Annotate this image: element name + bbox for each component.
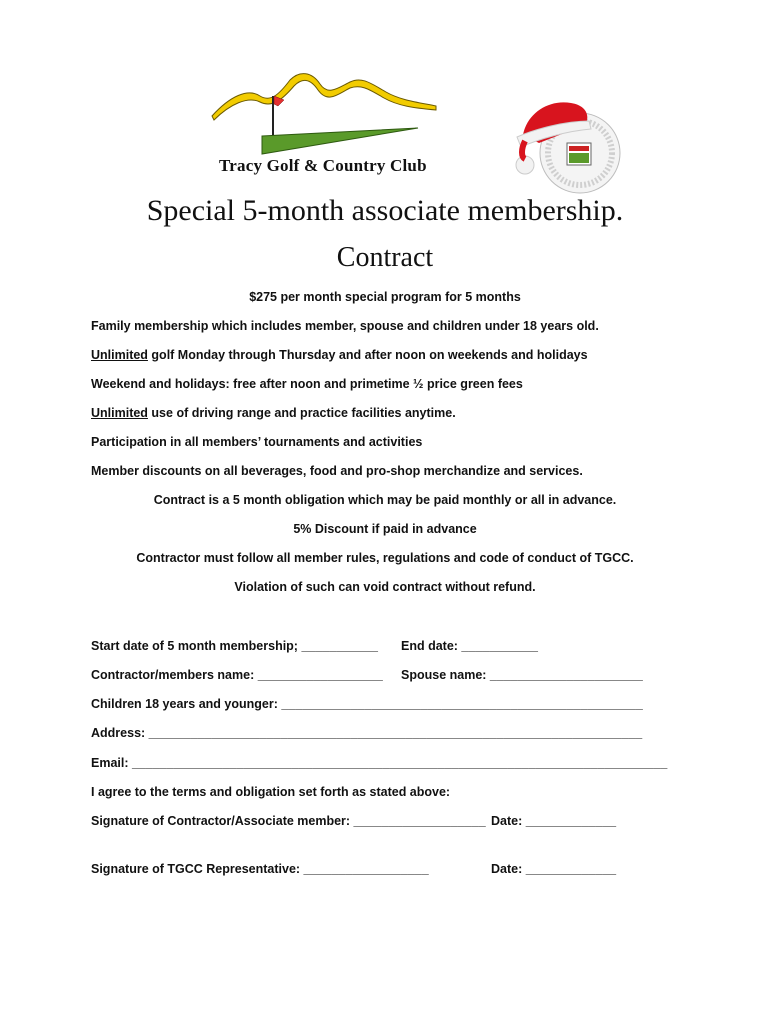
holiday-seal [505,95,625,195]
club-name: Tracy Golf & Country Club [219,156,427,175]
benefit-text: Member discounts on all beverages, food and pro-shop merchandize and services. [91,464,583,478]
price-line: $275 per month special program for 5 months [249,290,521,304]
page-subtitle: Contract [336,242,434,273]
benefit-item [91,377,523,391]
benefit-item [91,435,422,449]
address-field[interactable]: Address: _______________________________________________________________________ [91,726,643,740]
representative-signature-field[interactable]: Signature of TGCC Representative: __________________ [91,862,429,876]
benefit-text: Participation in all members’ tournaments and activities [91,435,423,449]
agreement-statement: I agree to the terms and obligation set forth as stated above: [91,785,451,799]
benefit-text: Family membership which includes member, spouse and children under 18 years old. [91,319,599,333]
spouse-name-field[interactable]: Spouse name: ______________________ [401,668,643,682]
contractor-signature-field[interactable]: Signature of Contractor/Associate member: ___________________ [91,814,486,828]
santa-hat-seal-icon [505,95,625,195]
start-date-field[interactable]: Start date of 5 month membership; ___________ [91,639,378,653]
benefit-prefix: Unlimited [91,348,148,362]
benefit-text: Weekend and holidays: free after noon and primetime ½ price green fees [91,377,523,391]
email-field[interactable]: Email: _____________________________________________________________________________ [91,756,668,770]
contractor-signature-date-field[interactable]: Date: _____________ [491,814,617,828]
benefit-text: golf Monday through Thursday and after noon on weekends and holidays [147,348,588,362]
representative-signature-date-field[interactable]: Date: _____________ [491,862,617,876]
benefit-item [91,319,599,333]
club-logo [200,66,460,184]
benefit-item [91,406,456,420]
end-date-field[interactable]: End date: ___________ [401,639,538,653]
page-title: Special 5-month associate membership. [146,194,624,227]
benefit-item [91,464,583,478]
term-line: Contract is a 5 month obligation which may be paid monthly or all in advance. [153,493,617,507]
children-field[interactable]: Children 18 years and younger: ____________________________________________________ [91,697,643,711]
term-line: Contractor must follow all member rules, regulations and code of conduct of TGCC. [136,551,634,565]
term-line: Violation of such can void contract without refund. [234,580,536,594]
benefit-prefix: Unlimited [91,406,148,420]
term-line: 5% Discount if paid in advance [293,522,477,536]
golf-flag-logo-icon [200,66,460,156]
contractor-name-field[interactable]: Contractor/members name: __________________ [91,668,383,682]
benefit-item [91,348,588,362]
benefit-text: use of driving range and practice facilities anytime. [147,406,456,420]
